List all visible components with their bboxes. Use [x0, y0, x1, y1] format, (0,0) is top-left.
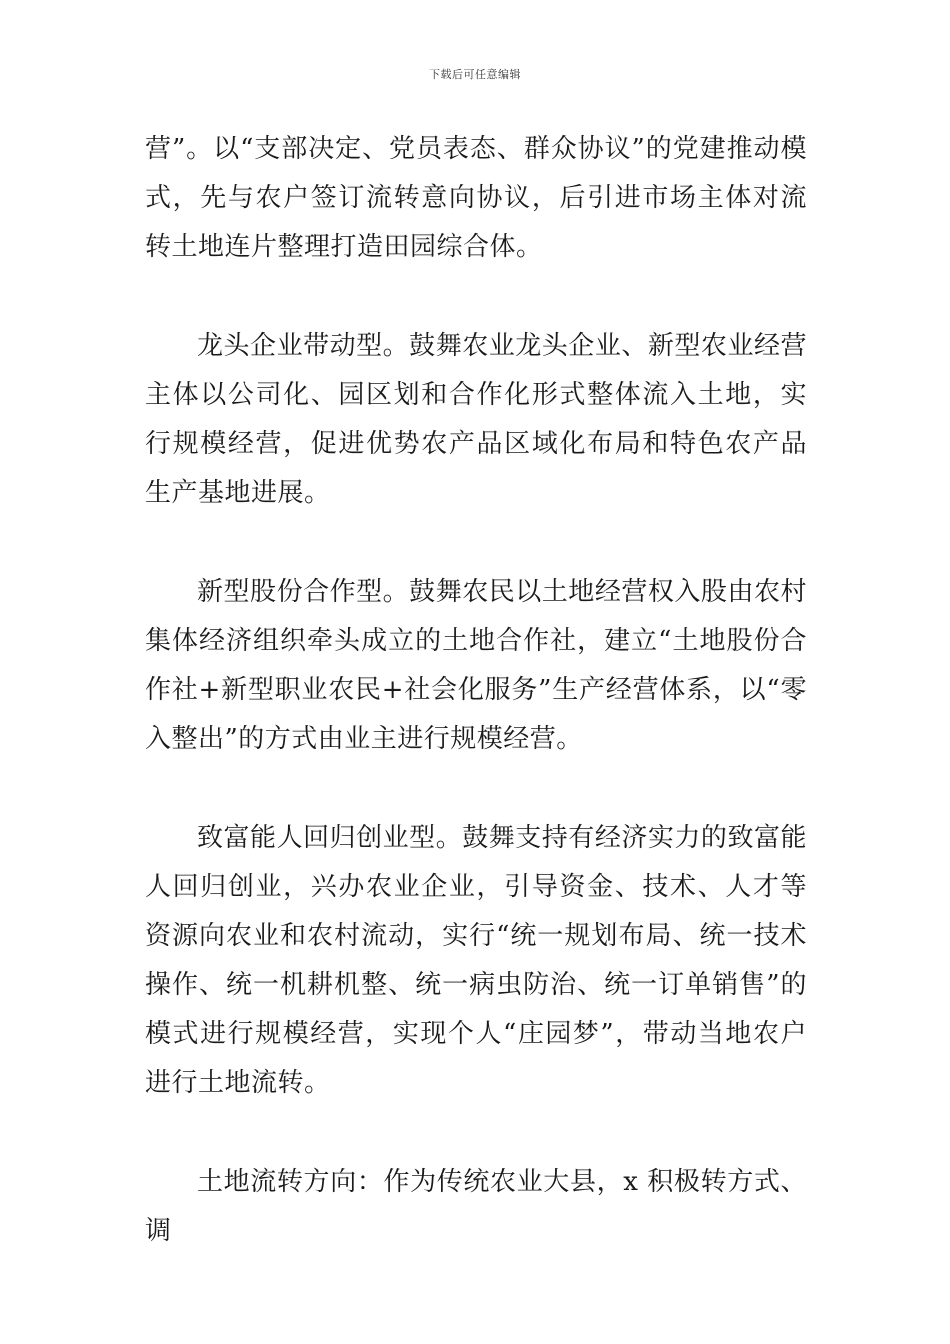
paragraph-returning-entrepreneur: 致富能人回归创业型。鼓舞支持有经济实力的致富能人回归创业，兴办农业企业，引导资金、技术、人才等资源向农业和农村流动，实行“统一规划布局、统一技术操作、统一机耕机整、统一病虫防治、统一订单销售”的模式进行规模经营，实现个人“庄园梦”，带动当地农户进行土地流转。 — [145, 823, 807, 1098]
document-body — [145, 125, 807, 1256]
paragraph-continuation: 营”。以“支部决定、党员表态、群众协议”的党建推动模式，先与农户签订流转意向协议，后引进市场主体对流转土地连片整理打造田园综合体。 — [145, 134, 807, 262]
paragraph-transfer-direction: 土地流转方向：作为传统农业大县，x 积极转方式、调 — [145, 1167, 807, 1246]
paragraph-shareholding-cooperative: 新型股份合作型。鼓舞农民以土地经营权入股由农村集体经济组织牵头成立的土地合作社，建立“土地股份合作社+新型职业农民+社会化服务”生产经营体系，以“零入整出”的方式由业主进行规模经营。 — [145, 577, 807, 754]
page-header: 下载后可任意编辑 — [429, 68, 521, 81]
paragraph-leading-enterprise: 龙头企业带动型。鼓舞农业龙头企业、新型农业经营主体以公司化、园区划和合作化形式整体流入土地，实行规模经营，促进优势农产品区域化布局和特色农产品生产基地进展。 — [145, 331, 807, 508]
